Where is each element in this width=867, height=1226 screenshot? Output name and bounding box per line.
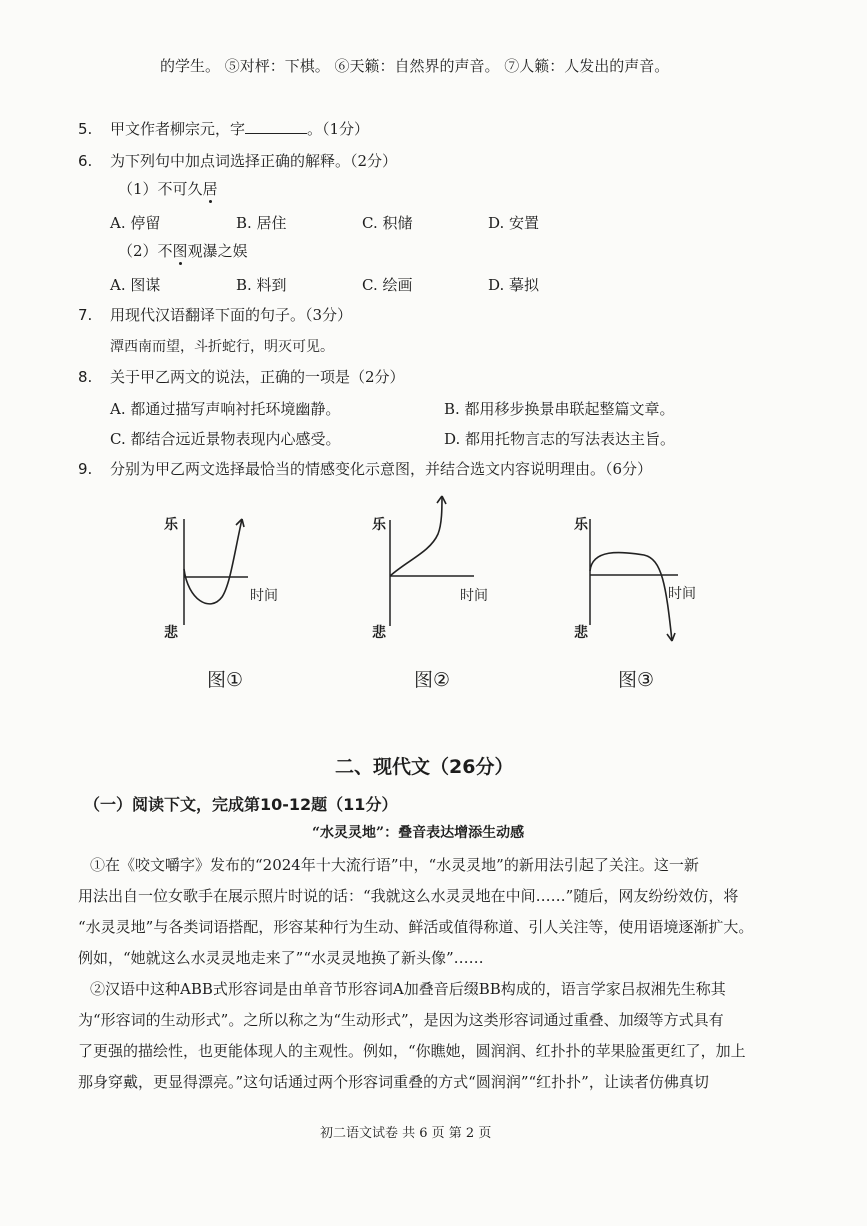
question-6-text: 为下列句中加点词选择正确的解释。（2分） [110, 152, 398, 170]
paragraph-1-line: 用法出自一位女歌手在展示照片时说的话：“我就这么水灵灵地在中间……”随后，网友纷纷效仿，将 [78, 887, 739, 905]
q6-sub2-option-b[interactable]: B. 料到 [236, 276, 287, 294]
figure-3-y-bottom-label: 悲 [574, 625, 588, 641]
q6-sub2-option-a[interactable]: A. 图谋 [110, 276, 161, 294]
question-5-text: 甲文作者柳宗元，字 [110, 120, 246, 138]
question-6-number: 6. [78, 152, 93, 170]
q8-option-d[interactable]: D. 都用托物言志的写法表达主旨。 [444, 430, 676, 448]
q6-sub2-suffix: 观瀑之娱 [187, 242, 248, 260]
q6-sub2-option-d[interactable]: D. 摹拟 [488, 276, 540, 294]
annotation-line: 的学生。 ⑤对枰：下棋。 ⑥天籁：自然界的声音。 ⑦人籁：人发出的声音。 [160, 57, 670, 75]
figure-3-x-label: 时间 [668, 586, 696, 602]
paragraph-2 [78, 974, 794, 1098]
figure-3-y-top-label: 乐 [574, 517, 588, 533]
question-7-text: 用现代汉语翻译下面的句子。（3分） [110, 306, 353, 324]
question-8-text: 关于甲乙两文的说法，正确的一项是（2分） [110, 368, 405, 386]
subsection-title: （一）阅读下文，完成第10-12题（11分） [84, 795, 398, 814]
figure-3-curve [590, 552, 672, 641]
figure-2-curve [390, 496, 442, 576]
paragraph-1-line: ①在《咬文嚼字》发布的“2024年十大流行语”中，“水灵灵地”的新用法引起了关注。这一新 [90, 856, 699, 874]
figure-1-y-top-label: 乐 [164, 517, 178, 533]
question-9-number: 9. [78, 460, 93, 478]
q7-sentence: 潭西南而望，斗折蛇行，明灭可见。 [110, 339, 334, 355]
question-8-number: 8. [78, 368, 93, 386]
paragraph-1-line: 例如，“她就这么水灵灵地走来了”“水灵灵地换了新头像”…… [78, 949, 484, 967]
paragraph-2-line: 为“形容词的生动形式”。之所以称之为“生动形式”，是因为这类形容词通过重叠、加缀等方式具有 [78, 1011, 724, 1029]
figure-1-curve [184, 519, 242, 604]
figure-1-caption: 图① [207, 669, 244, 691]
figure-3-diagram [580, 505, 700, 650]
section-title: 二、现代文（26分） [335, 756, 514, 778]
q6-sub2-option-c[interactable]: C. 绘画 [362, 276, 413, 294]
q6-sub1-prefix: （1）不可久 [118, 180, 203, 198]
q6-sub1-option-a[interactable]: A. 停留 [110, 214, 161, 232]
figure-1-x-label: 时间 [250, 588, 278, 604]
page-footer: 初二语文试卷 共 6 页 第 2 页 [320, 1126, 492, 1141]
q6-sub2-prefix: （2）不 [118, 242, 173, 260]
q6-sub1-option-d[interactable]: D. 安置 [488, 214, 540, 232]
q6-sub2-prompt [118, 240, 248, 261]
q6-sub1-option-c[interactable]: C. 积储 [362, 214, 413, 232]
q6-sub1-dotted-word: 居 [202, 180, 218, 198]
paragraph-2-line: 那身穿戴，更显得漂亮。”这句话通过两个形容词重叠的方式“圆润润”“红扑扑”，让读者仿佛真切 [78, 1073, 709, 1091]
q8-option-c[interactable]: C. 都结合远近景物表现内心感受。 [110, 430, 341, 448]
figure-2-x-label: 时间 [460, 588, 488, 604]
figure-1-diagram [170, 505, 290, 650]
question-5 [110, 118, 369, 139]
q6-sub1-prompt [118, 178, 218, 199]
q6-sub1-option-b[interactable]: B. 居住 [236, 214, 287, 232]
answer-blank[interactable] [245, 119, 307, 134]
paragraph-1 [78, 850, 794, 974]
question-5-score: 。（1分） [307, 120, 370, 138]
figure-3-caption: 图③ [618, 669, 655, 691]
figure-1-y-bottom-label: 悲 [164, 625, 178, 641]
paragraph-2-line: ②汉语中这种ABB式形容词是由单音节形容词A加叠音后缀BB构成的，语言学家吕叔湘先生称其 [90, 980, 726, 998]
figure-2-caption: 图② [414, 669, 451, 691]
paragraph-2-line: 了更强的描绘性，也更能体现人的主观性。例如，“你瞧她，圆润润、红扑扑的苹果脸蛋更红了，加上 [78, 1042, 746, 1060]
figure-2-y-top-label: 乐 [372, 517, 386, 533]
question-5-number: 5. [78, 120, 93, 138]
q8-option-b[interactable]: B. 都用移步换景串联起整篇文章。 [444, 400, 675, 418]
question-7-number: 7. [78, 306, 93, 324]
q6-sub2-dotted-word: 图 [172, 242, 188, 260]
figure-2-diagram [378, 490, 498, 650]
article-title: “水灵灵地”：叠音表达增添生动感 [312, 825, 525, 841]
question-9-text: 分别为甲乙两文选择最恰当的情感变化示意图，并结合选文内容说明理由。（6分） [110, 460, 653, 478]
q8-option-a[interactable]: A. 都通过描写声响衬托环境幽静。 [110, 400, 341, 418]
figure-2-y-bottom-label: 悲 [372, 625, 386, 641]
paragraph-1-line: “水灵灵地”与各类词语搭配，形容某种行为生动、鲜活或值得称道、引人关注等，使用语境逐渐扩大。 [78, 918, 754, 936]
